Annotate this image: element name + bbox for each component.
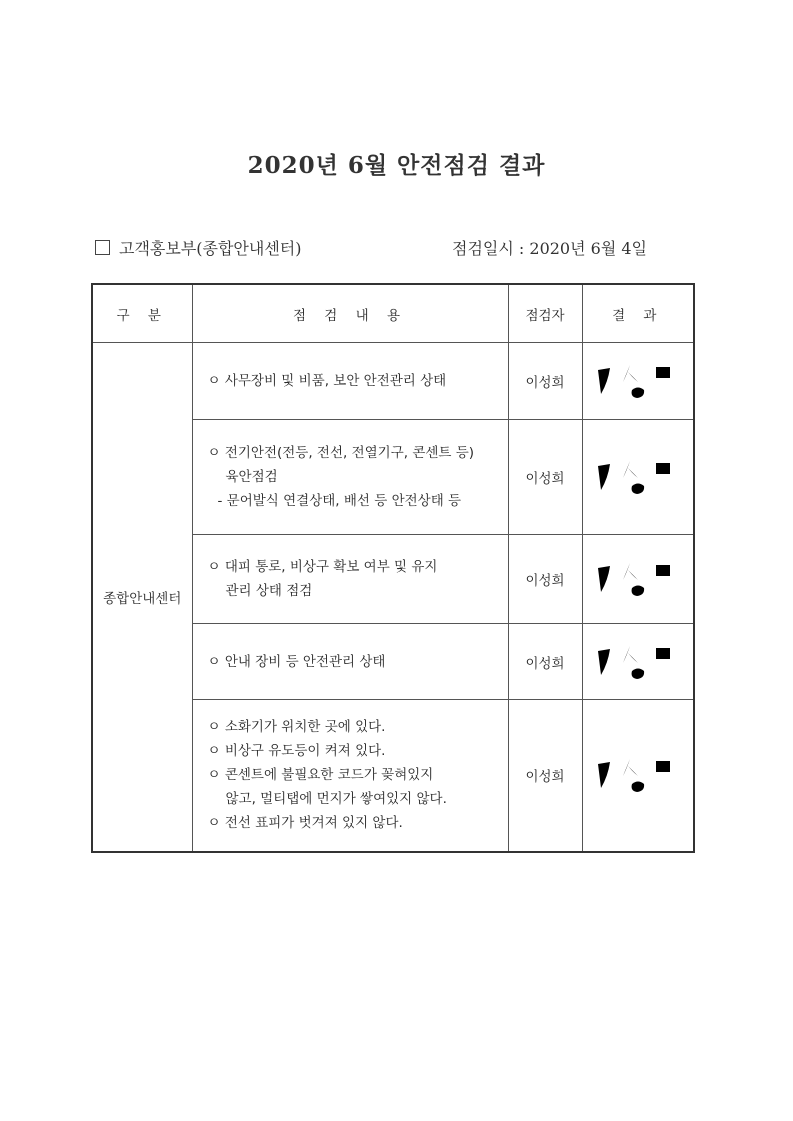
inspector-cell: 이성희	[508, 535, 582, 624]
content-line: ㅇ 안내 장비 등 안전관리 상태	[207, 653, 386, 670]
signature-image	[592, 641, 684, 683]
header-inspector: 점검자	[508, 284, 582, 343]
signature-image	[592, 558, 684, 600]
result-cell	[582, 624, 694, 700]
content-line: 않고, 멀티탭에 먼지가 쌓여있지 않다.	[225, 791, 447, 808]
content-cell	[192, 535, 508, 624]
content-line: ㅇ 전선 표피가 벗겨져 있지 않다.	[207, 815, 403, 832]
content-line: ㅇ 소화기가 위치한 곳에 있다.	[207, 719, 386, 736]
inspector-cell: 이성희	[508, 624, 582, 700]
signature-image	[592, 754, 684, 796]
table-row	[92, 343, 694, 420]
content-line: ㅇ 사무장비 및 비품, 보안 안전관리 상태	[207, 373, 447, 389]
content-line: ㅇ 비상구 유도등이 켜져 있다.	[207, 743, 386, 760]
checkbox-icon[interactable]	[95, 240, 110, 255]
signature-image	[592, 360, 684, 402]
content-line: ㅇ 전기안전(전등, 전선, 전열기구, 콘센트 등)	[207, 445, 475, 461]
content-cell	[192, 624, 508, 700]
result-cell	[582, 535, 694, 624]
department-line	[95, 236, 302, 259]
content-line: ㅇ 콘센트에 불필요한 코드가 꽂혀있지	[207, 767, 434, 784]
result-cell	[582, 343, 694, 420]
document-title: 2020년 6월 안전점검 결과	[247, 152, 546, 179]
category-cell: 종합안내센터	[92, 343, 192, 852]
content-cell	[192, 343, 508, 420]
content-cell	[192, 420, 508, 535]
content-line: 육안점검	[225, 469, 278, 485]
signature-image	[592, 456, 684, 498]
result-cell	[582, 420, 694, 535]
department-name: 고객홍보부(종합안내센터)	[119, 239, 302, 258]
result-cell	[582, 700, 694, 852]
inspector-cell: 이성희	[508, 343, 582, 420]
inspection-table	[91, 283, 695, 853]
content-line: ㅇ 대피 통로, 비상구 확보 여부 및 유지	[207, 559, 438, 575]
content-cell	[192, 700, 508, 852]
inspector-cell: 이성희	[508, 420, 582, 535]
inspector-cell: 이성희	[508, 700, 582, 852]
table-header-row	[92, 284, 694, 343]
content-line: 관리 상태 점검	[225, 583, 313, 599]
header-result: 결 과	[582, 284, 694, 343]
inspection-date: 점검일시 : 2020년 6월 4일	[452, 239, 648, 258]
content-line: - 문어발식 연결상태, 배선 등 안전상태 등	[217, 493, 462, 509]
header-category: 구 분	[92, 284, 192, 343]
header-content: 점 검 내 용	[192, 284, 508, 343]
